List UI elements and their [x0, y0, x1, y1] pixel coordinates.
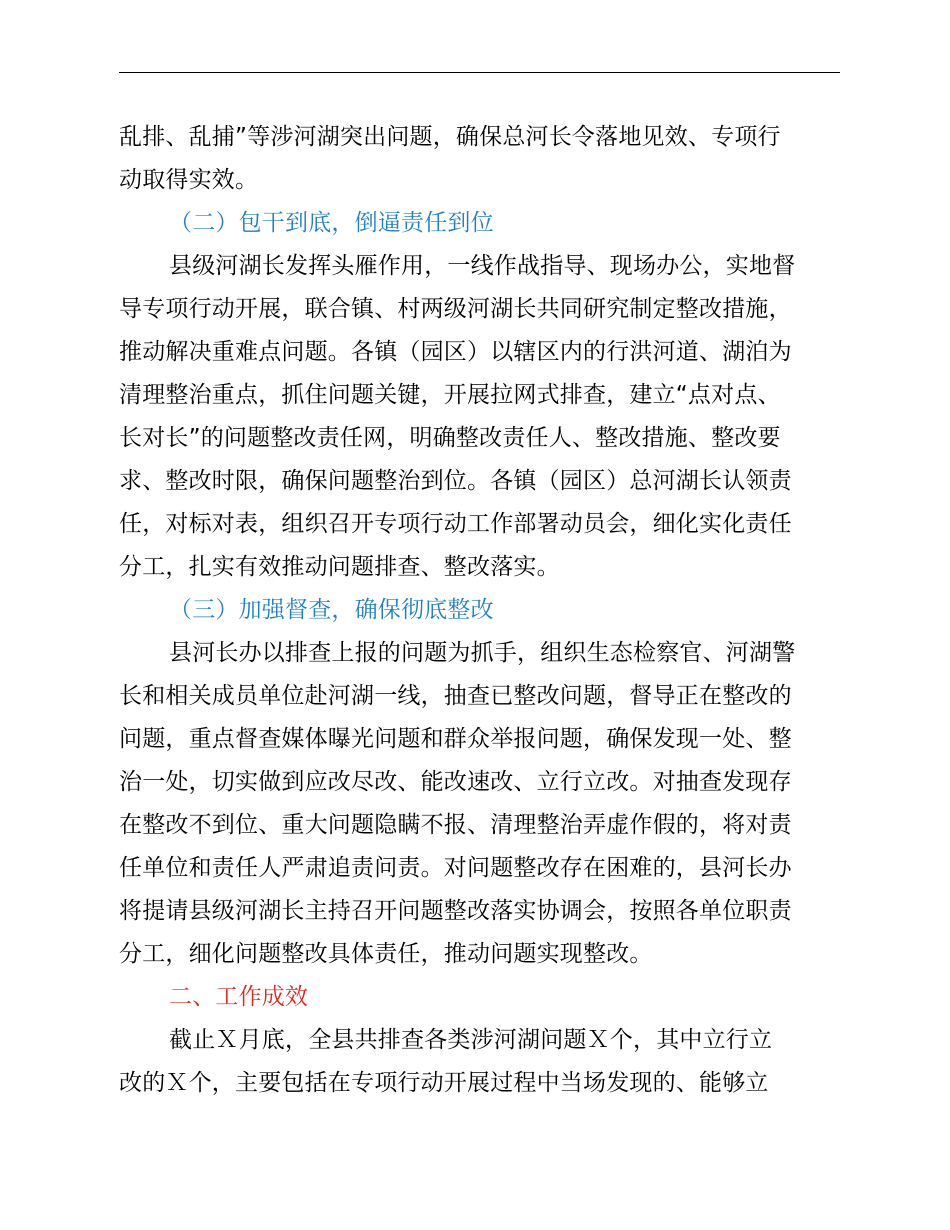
chapter-heading-results: 二、工作成效 [169, 984, 309, 1010]
text-line-19: 将提请县级河湖长主持召开问题整改落实协调会，按照各单位职责 [119, 898, 792, 924]
text-line-8: 长对长”的问题整改责任网，明确整改责任人、整改措施、整改要 [119, 425, 781, 451]
text-line-23: 改的Ｘ个，主要包括在专项行动开展过程中当场发现的、能够立 [119, 1070, 769, 1096]
text-line-15: 问题，重点督查媒体曝光问题和群众举报问题，确保发现一处、整 [119, 726, 792, 752]
text-line-16: 治一处，切实做到应改尽改、能改速改、立行立改。对抽查发现存 [119, 769, 792, 795]
text-line-2: 动取得实效。 [119, 167, 259, 193]
text-line-13: 县河长办以排查上报的问题为抓手，组织生态检察官、河湖警 [169, 640, 796, 666]
text-line-10: 任，对标对表，组织召开专项行动工作部署动员会，细化实化责任 [119, 511, 792, 537]
document-body [119, 116, 840, 1105]
text-line-20: 分工，细化问题整改具体责任，推动问题实现整改。 [119, 941, 653, 967]
text-line-9: 求、整改时限，确保问题整治到位。各镇（园区）总河湖长认领责 [119, 468, 792, 494]
header-rule [119, 72, 840, 73]
text-line-5: 导专项行动开展，联合镇、村两级河湖长共同研究制定整改措施， [119, 296, 792, 322]
text-line-11: 分工，扎实有效推动问题排查、整改落实。 [119, 554, 560, 580]
section-heading-2: （二）包干到底，倒逼责任到位 [169, 210, 494, 236]
text-line-1: 乱排、乱捕”等涉河湖突出问题，确保总河长令落地见效、专项行 [119, 124, 781, 150]
text-line-7: 清理整治重点，抓住问题关键，开展拉网式排查，建立“点对点、 [119, 382, 781, 408]
text-line-17: 在整改不到位、重大问题隐瞒不报、清理整治弄虚作假的，将对责 [119, 812, 792, 838]
text-line-14: 长和相关成员单位赴河湖一线，抽查已整改问题，督导正在整改的 [119, 683, 792, 709]
text-line-6: 推动解决重难点问题。各镇（园区）以辖区内的行洪河道、湖泊为 [119, 339, 792, 365]
text-line-18: 任单位和责任人严肃追责问责。对问题整改存在困难的，县河长办 [119, 855, 792, 881]
text-line-4: 县级河湖长发挥头雁作用，一线作战指导、现场办公，实地督 [169, 253, 796, 279]
section-heading-3: （三）加强督查，确保彻底整改 [169, 597, 494, 623]
text-line-22: 截止Ｘ月底，全县共排查各类涉河湖问题Ｘ个，其中立行立 [169, 1027, 773, 1053]
